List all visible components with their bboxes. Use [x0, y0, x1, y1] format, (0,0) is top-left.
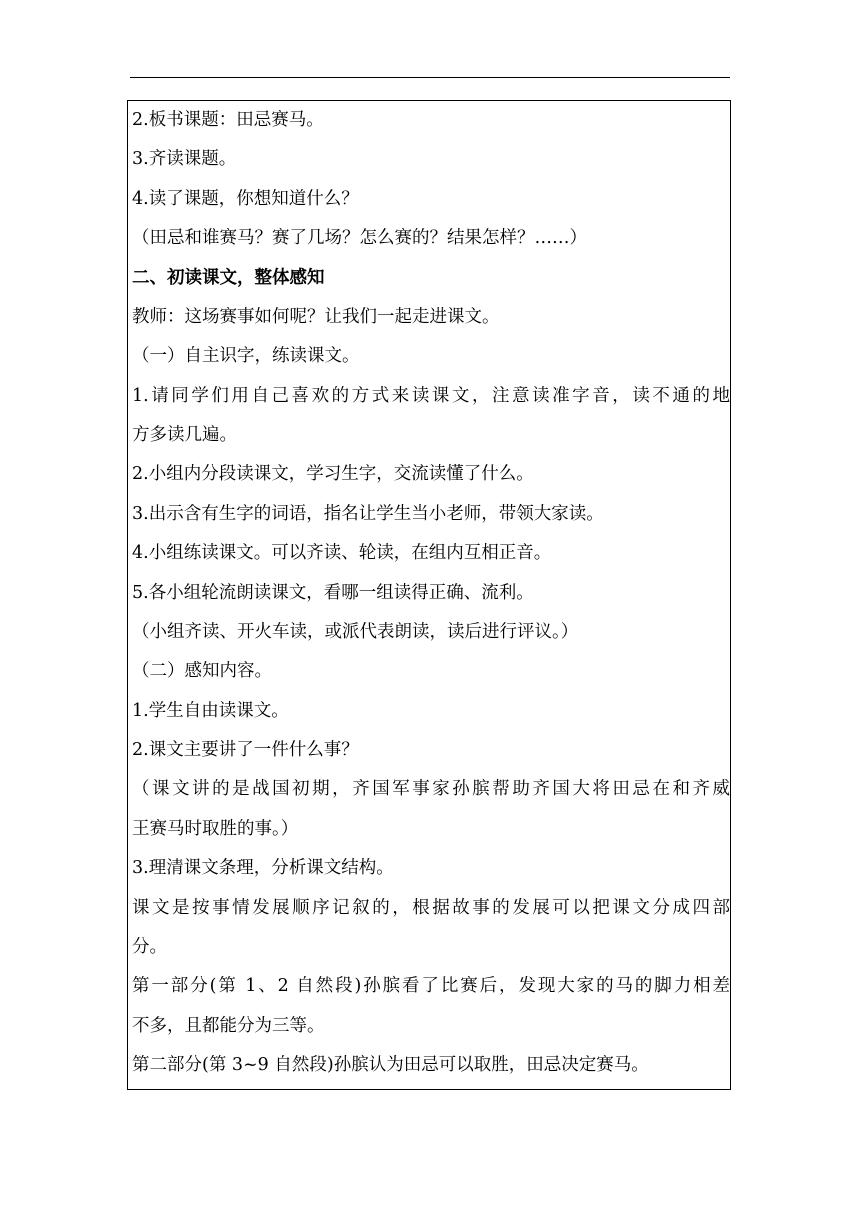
subsection-heading-literacy: （一）自主识字，练读课文。 — [132, 346, 360, 366]
literacy-step-2: 2.小组内分段读课文，学习生字，交流读懂了什么。 — [132, 464, 534, 484]
structure-intro-line-2: 分。 — [132, 937, 167, 957]
section-heading-first-reading: 二、初读课文，整体感知 — [132, 268, 325, 288]
literacy-step-1-line-1: 1.请同学们用自己喜欢的方式来读课文，注意读准字音，读不通的地 — [132, 386, 730, 406]
literacy-step-5-note: （小组齐读、开火车读，或派代表朗读，读后进行评议。） — [132, 622, 579, 642]
content-step-2-answer-line-2: 王赛马时取胜的事。） — [132, 819, 299, 839]
literacy-step-3: 3.出示含有生字的词语，指名让学生当小老师，带领大家读。 — [132, 504, 604, 524]
structure-intro-line-1: 课文是按事情发展顺序记叙的，根据故事的发展可以把课文分成四部 — [132, 898, 730, 918]
page-header-rule — [130, 77, 730, 78]
teacher-intro: 教师：这场赛事如何呢？让我们一起走进课文。 — [132, 307, 500, 327]
literacy-step-5: 5.各小组轮流朗读课文，看哪一组读得正确、流利。 — [132, 583, 534, 603]
content-step-3: 3.理清课文条理，分析课文结构。 — [132, 858, 394, 878]
literacy-step-1-line-2: 方多读几遍。 — [132, 425, 237, 445]
content-step-1: 1.学生自由读课文。 — [132, 701, 289, 721]
step-write-title: 2.板书课题：田忌赛马。 — [132, 110, 324, 130]
literacy-step-4: 4.小组练读课文。可以齐读、轮读，在组内互相正音。 — [132, 543, 552, 563]
subsection-heading-content: （二）感知内容。 — [132, 661, 272, 681]
part-one-line-1: 第一部分(第 1、2 自然段)孙膑看了比赛后，发现大家的马的脚力相差 — [132, 976, 730, 996]
step-question-answers: （田忌和谁赛马？赛了几场？怎么赛的？结果怎样？……） — [132, 228, 587, 248]
content-step-2-answer-line-1: （课文讲的是战国初期，齐国军事家孙膑帮助齐国大将田忌在和齐威 — [132, 779, 730, 799]
part-one-line-2: 不多，且都能分为三等。 — [132, 1016, 325, 1036]
content-step-2: 2.课文主要讲了一件什么事？ — [132, 740, 359, 760]
lesson-plan-table-cell — [127, 100, 731, 1090]
step-read-title: 3.齐读课题。 — [132, 149, 237, 169]
step-question: 4.读了课题，你想知道什么？ — [132, 189, 359, 209]
part-two: 第二部分(第 3~9 自然段)孙膑认为田忌可以取胜，田忌决定赛马。 — [132, 1055, 649, 1075]
